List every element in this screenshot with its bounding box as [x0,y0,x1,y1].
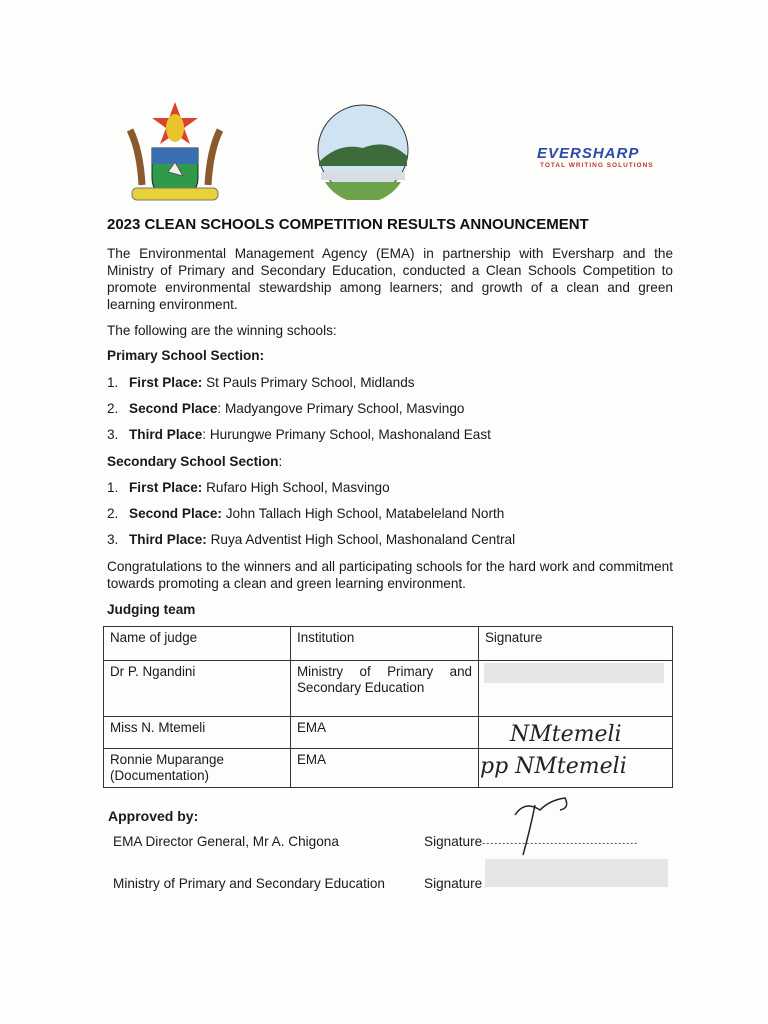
handwritten-signature-scrawl [505,790,585,860]
judge-name: Dr P. Ngandini [104,661,291,717]
list-item: 2. Second Place: John Tallach High School, Matabeleland North [107,506,505,521]
list-item: 2. Second Place: Madyangove Primary School, Masvingo [107,401,465,416]
approver-name: Ministry of Primary and Secondary Education [113,876,385,891]
approved-heading: Approved by: [108,808,199,824]
signature-stamp [485,859,668,887]
table-header-row [104,627,673,661]
page-title: 2023 CLEAN SCHOOLS COMPETITION RESULTS ANNOUNCEMENT [107,216,589,233]
signature-label: Signature--------------------------------------- [424,834,639,849]
header-cell: Name of judge [104,627,291,661]
judge-institution: EMA [291,717,479,749]
eversharp-tagline: TOTAL WRITING SOLUTIONS [540,162,654,169]
secondary-heading: Secondary School Section: [107,454,283,469]
zimbabwe-coat-of-arms-logo [110,100,240,205]
ema-logo [303,100,423,200]
following-text: The following are the winning schools: [107,323,337,338]
judge-name: Miss N. Mtemeli [104,717,291,749]
congrats-paragraph: Congratulations to the winners and all participating schools for the hard work and commitment towards promoting a clean and green learning environment. [107,559,673,591]
eversharp-logo: EVERSHARP [537,145,640,162]
list-item: 3. Third Place: Hurungwe Primany School, Mashonaland East [107,427,491,442]
handwritten-signature: NMtemeli [510,722,622,747]
primary-heading: Primary School Section: [107,348,265,363]
intro-paragraph: The Environmental Management Agency (EMA) in partnership with Eversharp and the Ministry of Primary and Secondary Education, conducted a Clean Schools Competition to promote environmental stewardship among learners; and growth of a clean and green learning environment. [107,246,673,312]
signature-stamp [484,663,664,683]
judge-name: Ronnie Muparange (Documentation) [104,749,291,788]
signature-label: Signature [424,876,483,891]
list-item: 1. First Place: Rufaro High School, Masvingo [107,480,390,495]
header-cell: Institution [291,627,479,661]
judge-institution: Ministry of Primary and Secondary Education [291,661,479,717]
judging-heading: Judging team [107,602,196,617]
handwritten-signature: pp NMtemeli [480,754,627,779]
list-item: 1. First Place: St Pauls Primary School, Midlands [107,375,415,390]
judge-institution: EMA [291,749,479,788]
list-item: 3. Third Place: Ruya Adventist High School, Mashonaland Central [107,532,516,547]
header-cell: Signature [479,627,673,661]
approver-name: EMA Director General, Mr A. Chigona [113,834,339,849]
